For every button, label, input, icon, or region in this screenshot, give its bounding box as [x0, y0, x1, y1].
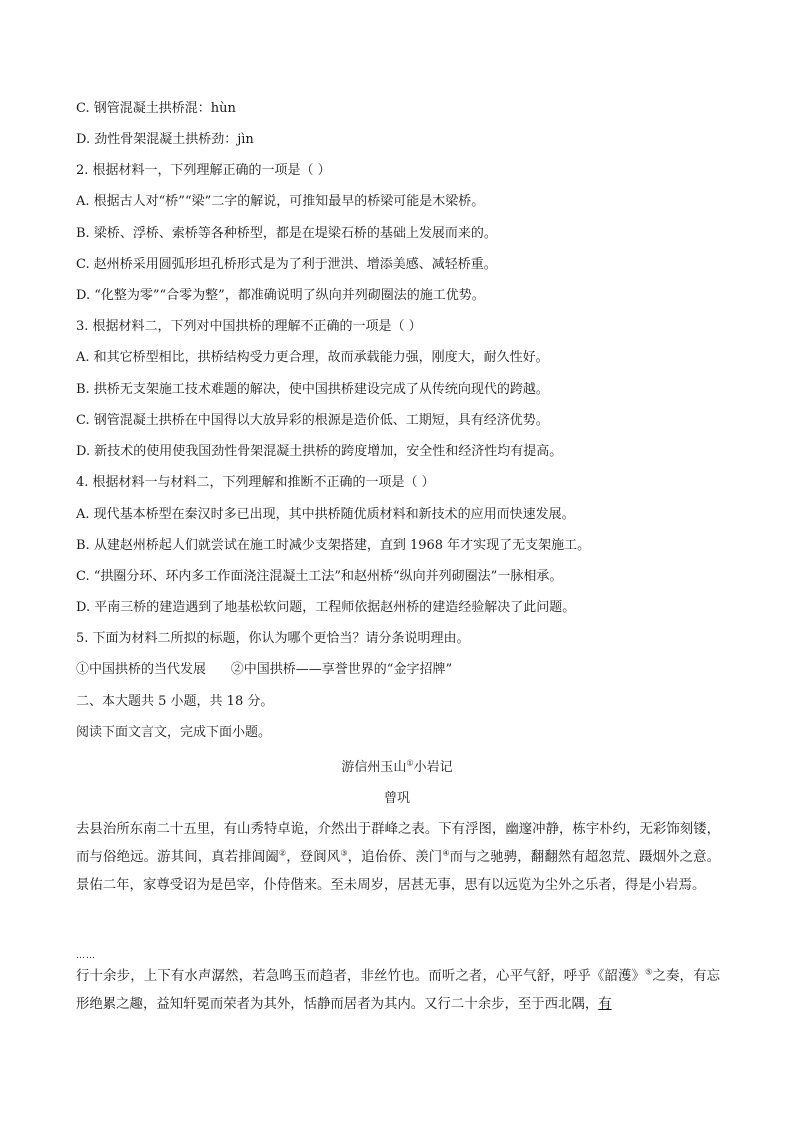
q1-option-d: D. 劲性骨架混凝土拱桥劲：jìn [76, 132, 254, 147]
paragraph-2-text-b: 之奏，有忘形绝累之趣，益知轩冕而荣者为其外，恬静而居者为其内。又行二十余步，至于西北隅， [76, 969, 721, 1012]
paragraph-1-text-d: 而与之驰骋，翻翻然有超忽荒、蹑烟外之意。景佑二年，家尊受诏为是邑宰，仆侍偕来。至未周岁，居甚无事，思有以远览为尘外之乐者，得是小岩焉。 [76, 850, 721, 893]
q3-option-d: D. 新技术的使用使我国劲性骨架混凝土拱桥的跨度增加，安全性和经济性均有提高。 [76, 444, 563, 459]
q4-stem: 4. 根据材料一与材料二，下列理解和推断不正确的一项是（ ） [76, 475, 435, 490]
section-two-heading: 二、本大题共 5 小题，共 18 分。 [76, 694, 274, 709]
q5-options: ①中国拱桥的当代发展 ②中国拱桥——享誉世界的“金字招牌” [76, 662, 453, 677]
section-two-instruction: 阅读下面文言文，完成下面小题。 [76, 725, 272, 740]
paragraph-2-text-a: 行十余步，上下有水声潺然，若急鸣玉而趋者，非丝竹也。而听之者，心平气舒，呼乎《韶濩》 [76, 969, 646, 984]
footnote-marker-5: ⑤ [645, 967, 653, 977]
q3-stem: 3. 根据材料二，下列对中国拱桥的理解不正确的一项是（ ） [76, 319, 422, 334]
paragraph-1-text-b: ，登阆风 [286, 850, 341, 865]
passage-title-text: 游信州玉山 [341, 760, 407, 775]
passage-title [0, 758, 794, 778]
q2-option-c: C. 赵州桥采用圆弧形坦孔桥形式是为了利于泄洪、增添美感、减轻桥重。 [76, 257, 497, 272]
footnote-marker-4: ④ [442, 848, 450, 858]
passage-paragraph-1 [76, 816, 720, 900]
footnote-marker-1: ① [406, 758, 414, 768]
q4-option-c: C. “拱圈分环、环内多工作面浇注混凝土工法”和赵州桥“纵向并列砌圈法”一脉相承。 [76, 569, 563, 584]
q2-option-a: A. 根据古人对“桥”“梁”二字的解说，可推知最早的桥梁可能是木梁桥。 [76, 194, 485, 209]
q2-stem: 2. 根据材料一，下列理解正确的一项是（ ） [76, 163, 331, 178]
paragraph-1-text-a: 去县治所东南二十五里，有山秀特卓诡，介然出于群峰之表。下有浮图，幽邃冲静，栋宇朴约，无彩饰刻镂，而与俗绝远。游其间，真若排阊阖 [76, 822, 720, 865]
q2-option-d: D. “化整为零”“合零为整”，都准确说明了纵向并列砌圈法的施工优势。 [76, 288, 485, 303]
q3-option-c: C. 钢管混凝土拱桥在中国得以大放异彩的根源是造价低、工期短，具有经济优势。 [76, 413, 549, 428]
q4-option-d: D. 平南三桥的建造遇到了地基松软问题，工程师依据赵州桥的建造经验解决了此问题。 [76, 600, 576, 615]
q5-stem: 5. 下面为材料二所拟的标题，你认为哪个更恰当？请分条说明理由。 [76, 631, 470, 646]
q4-option-b: B. 从建赵州桥起人们就尝试在施工时减少支架搭建，直到 1968 年才实现了无支架施工。 [76, 538, 591, 553]
passage-title-text-end: 小岩记 [413, 760, 453, 775]
q1-option-c: C. 钢管混凝土拱桥混：hùn [76, 101, 236, 116]
ellipsis: …… [76, 951, 96, 961]
passage-author: 曾巩 [383, 791, 410, 806]
passage-paragraph-2 [76, 963, 720, 1019]
q3-option-b: B. 拱桥无支架施工技术难题的解决，使中国拱桥建设完成了从传统向现代的跨越。 [76, 382, 549, 397]
q3-option-a: A. 和其它桥型相比，拱桥结构受力更合理，故而承载能力强，刚度大，耐久性好。 [76, 350, 549, 365]
footnote-marker-2: ② [278, 848, 287, 858]
q2-option-b: B. 梁桥、浮桥、索桥等各种桥型，都是在堤梁石桥的基础上发展而来的。 [76, 226, 497, 241]
paragraph-1-text-c: ，追佁侨、羡门 [347, 850, 443, 865]
q4-option-a: A. 现代基本桥型在秦汉时多已出现，其中拱桥随优质材料和新技术的应用而快速发展。 [76, 507, 575, 522]
underlined-text: 有 [598, 997, 612, 1012]
footnote-marker-3: ③ [340, 848, 348, 858]
